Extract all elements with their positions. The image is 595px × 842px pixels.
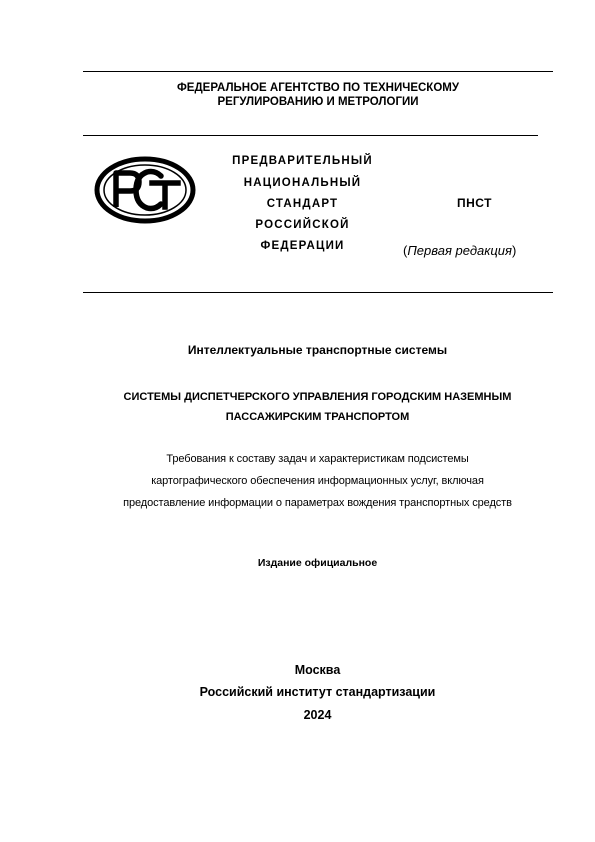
header-divider [83, 135, 538, 136]
standard-type-line-3: СТАНДАРТ [266, 198, 339, 210]
series-title: Интеллектуальные транспортные системы [187, 343, 448, 357]
subtitle-line-3: предоставление информации о параметрах вождения транспортных средств [123, 497, 512, 509]
edition-paren-close: ) [512, 243, 517, 258]
edition-note [403, 243, 553, 259]
standard-type-line-5: ФЕДЕРАЦИИ [260, 240, 345, 252]
agency-name-line-2: РЕГУЛИРОВАНИЮ И МЕТРОЛОГИИ [217, 96, 419, 108]
edition-paren-open: ( [403, 243, 408, 258]
standard-designation: ПНСТ [457, 196, 492, 210]
rst-emblem-svg [94, 155, 196, 225]
publication-year: 2024 [303, 708, 332, 722]
agency-name-line-1: ФЕДЕРАЛЬНОЕ АГЕНТСТВО ПО ТЕХНИЧЕСКОМУ [176, 82, 460, 94]
edition-text: Первая редакция [407, 243, 512, 258]
top-divider [83, 71, 553, 72]
standard-type-line-2: НАЦИОНАЛЬНЫЙ [243, 177, 362, 189]
standard-type-line-1: ПРЕДВАРИТЕЛЬНЫЙ [232, 155, 373, 167]
main-title-line-1: СИСТЕМЫ ДИСПЕТЧЕРСКОГО УПРАВЛЕНИЯ ГОРОДСКИМ НАЗЕМНЫМ [123, 391, 512, 403]
standard-block-divider [83, 292, 553, 293]
subtitle-line-2: картографического обеспечения информационных услуг, включая [151, 475, 484, 487]
subtitle-line-1: Требования к составу задач и характеристикам подсистемы [166, 453, 469, 465]
official-edition-note: Издание официальное [257, 557, 378, 569]
rst-emblem-icon [94, 155, 196, 225]
main-title-line-2: ПАССАЖИРСКИМ ТРАНСПОРТОМ [225, 411, 410, 423]
standard-type-line-4: РОССИЙСКОЙ [255, 219, 350, 231]
publication-city: Москва [294, 663, 341, 677]
publisher-name: Российский институт стандартизации [199, 685, 436, 699]
